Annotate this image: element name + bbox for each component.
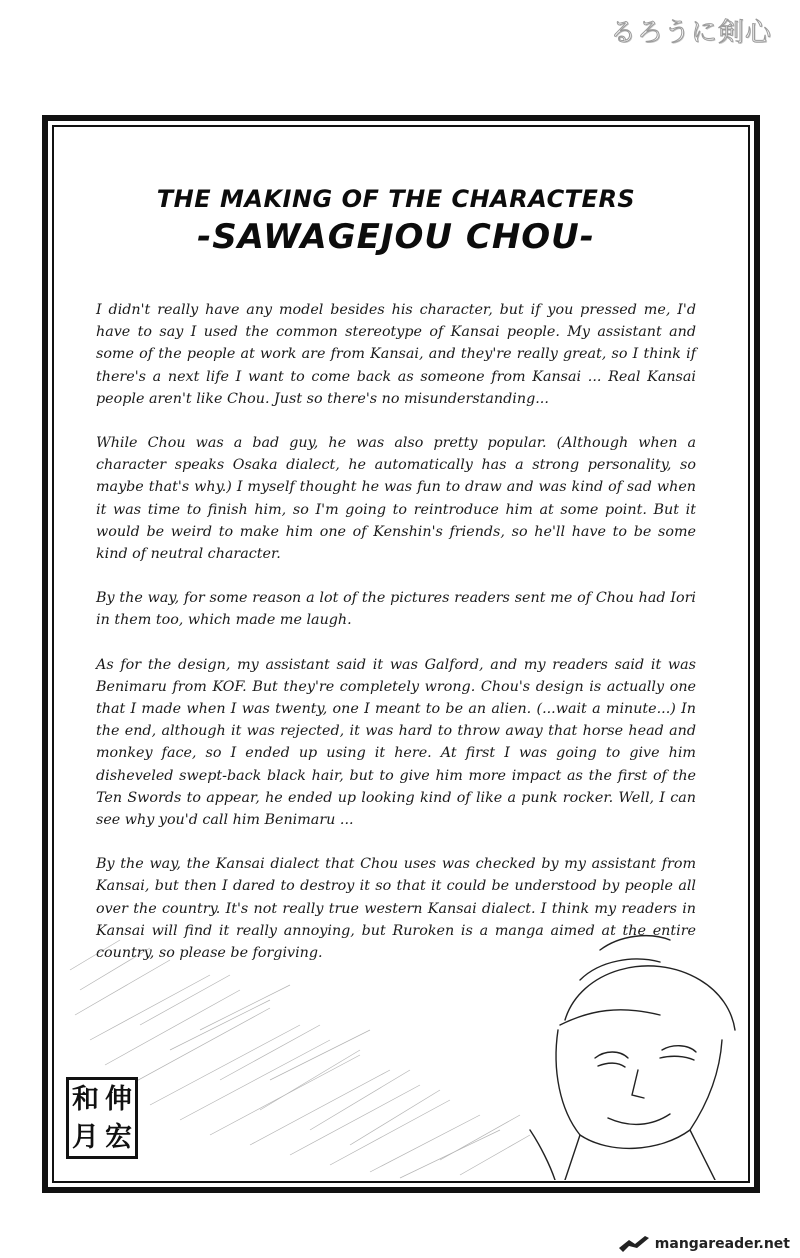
paragraph: While Chou was a bad guy, he was also pretty popular. (Although when a character speaks Osaka dialect, he automatically has a strong personality, so maybe that's why.) I myself thought he was fun to draw and was kind of sad when it was time to finish him, so I'm going to reintroduce him at some point. But it would be weird to make him one of Kenshin's friends, so he'll have to be some kind of neutral character. <box>96 435 696 563</box>
article-title: THE MAKING OF THE CHARACTERS <box>156 185 636 213</box>
paragraph: I didn't really have any model besides his character, but if you pressed me, I'd have to say I used the common stereotype of Kansai people. My assistant and some of the people at work are from Kansai, and they're really great, so I think if there's a next life I want to come back as someone from Kansai ... Real Kansai people aren't like Chou. Just so there's no misunderstanding... <box>96 302 696 407</box>
paragraph: By the way, the Kansai dialect that Chou uses was checked by my assistant from Kansai, but then I dared to destroy it so that it could be understood by people all over the country. It's not really true western Kansai dialect. I think my readers in Kansai will find it really annoying, but Ruroken is a manga aimed at the entire country, so please be forgiving. <box>96 856 696 962</box>
article-subtitle: -SAWAGEJOU CHOU- <box>197 217 595 257</box>
seal-character: 月 <box>72 1121 99 1153</box>
character-sketch <box>60 930 745 1180</box>
paragraph: As for the design, my assistant said it was Galford, and my readers said it was Benimaru from KOF. But they're completely wrong. Chou's design is actually one that I made when I was twenty, one I meant to be an alien. (...wait a minute...) In the end, although it was rejected, it was hard to throw away that horse head and monkey face, so I ended up using it here. At first I was going to give him disheveled swept-back black hair, but to give him more impact as the first of the Ten Swords to appear, he ended up looking kind of like a punk rocker. Well, I can see why you'd call him Benimaru ... <box>96 656 696 829</box>
site-watermark[interactable] <box>617 1234 790 1254</box>
paragraph: By the way, for some reason a lot of the pictures readers sent me of Chou had Iori in them too, which made me laugh. <box>96 590 696 629</box>
bird-icon <box>617 1234 651 1254</box>
seal-character: 宏 <box>105 1121 132 1153</box>
site-watermark-label: mangareader.net <box>654 1236 790 1252</box>
article <box>96 185 696 986</box>
author-seal <box>66 1077 138 1159</box>
seal-character: 和 <box>72 1083 99 1115</box>
series-logo: るろうに剣心 <box>609 18 772 48</box>
seal-character: 伸 <box>105 1083 132 1115</box>
